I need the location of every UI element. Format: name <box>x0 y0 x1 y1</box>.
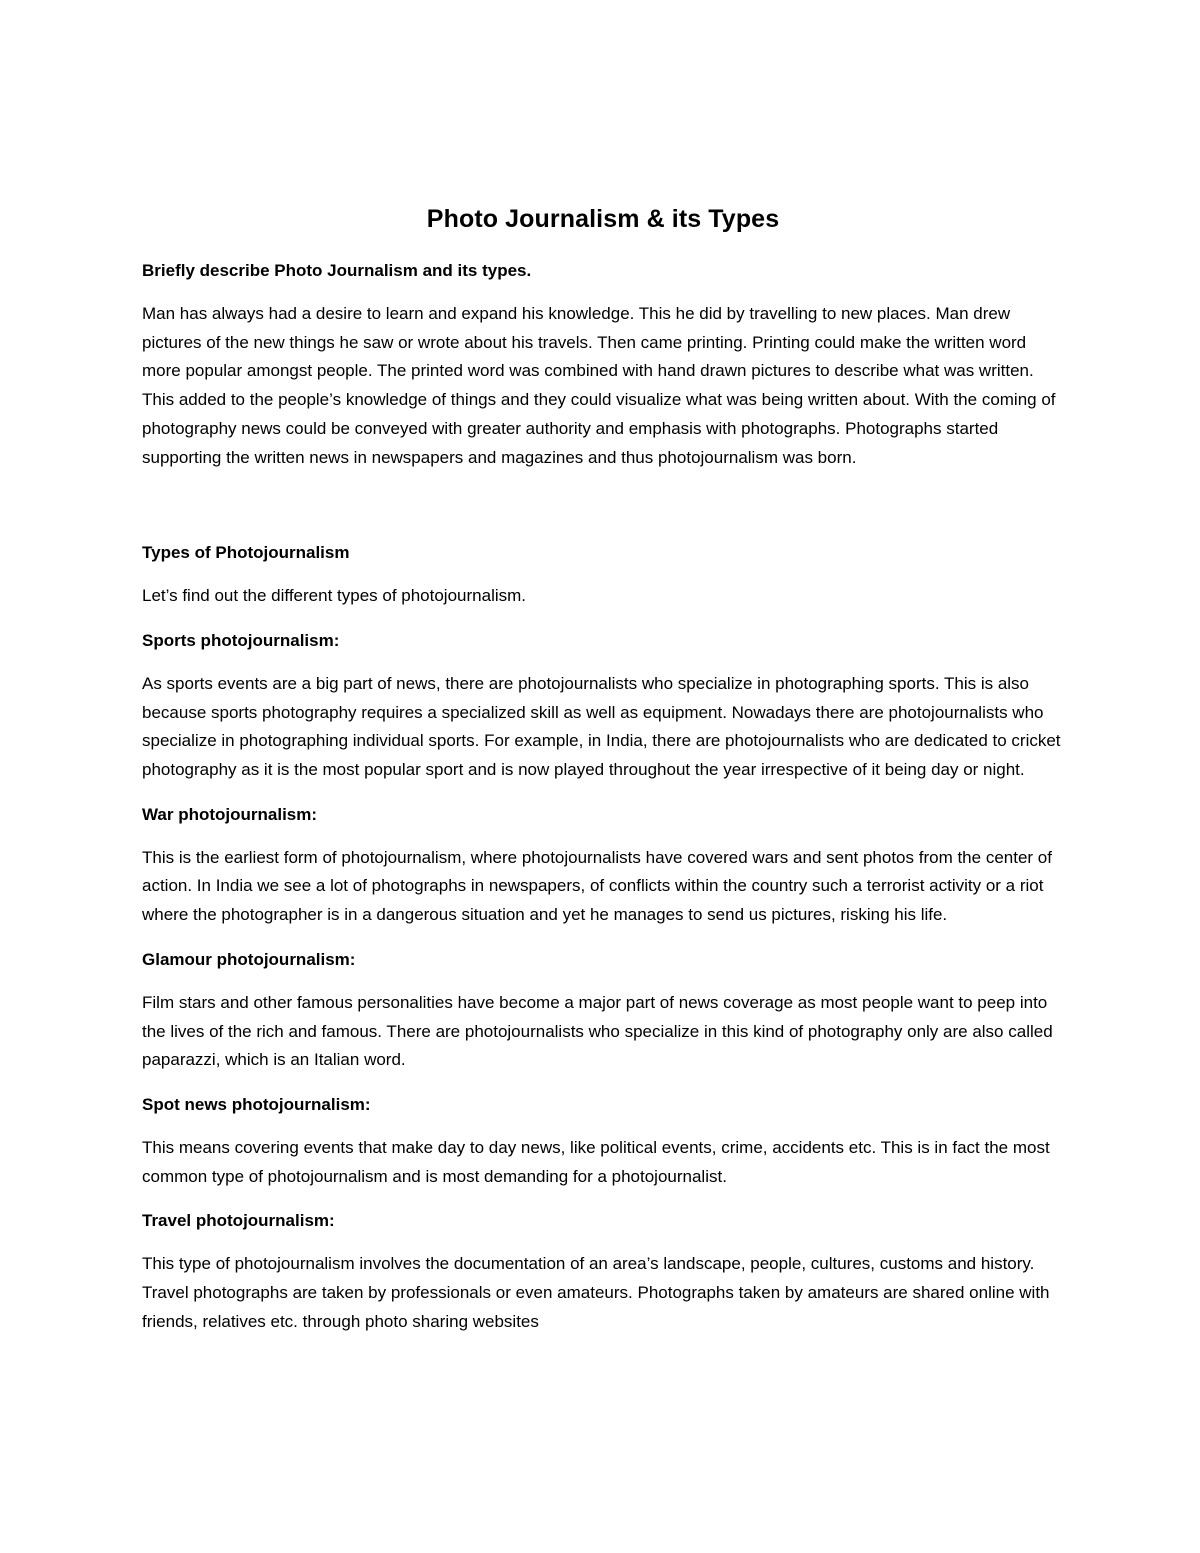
section-body-spot-news: This means covering events that make day to day news, like political events, crime, accidents etc. This is in fact the most common type of photojournalism and is most demanding for a photojournalist. <box>142 1137 1050 1186</box>
document-body <box>142 202 1064 1351</box>
types-intro-paragraph: Let’s find out the different types of photojournalism. <box>142 586 527 606</box>
section-heading-sports: Sports photojournalism: <box>142 630 340 650</box>
section-heading-glamour: Glamour photojournalism: <box>142 949 356 969</box>
section-body-war: This is the earliest form of photojournalism, where photojournalists have covered wars and sent photos from the center of action. In India we see a lot of photographs in newspapers, of conflicts within the country such a terrorist activity or a riot where the photographer is in a dangerous situation and yet he manages to send us pictures, risking his life. <box>142 847 1052 925</box>
section-body-sports: As sports events are a big part of news, there are photojournalists who specialize in photographing sports. This is also because sports photography requires a specialized skill as well as equipment. Nowadays there are photojournalists who specialize in photographing individual sports. For example, in India, there are photojournalists who are dedicated to cricket photography as it is the most popular sport and is now played throughout the year irrespective of it being day or night. <box>142 673 1061 780</box>
section-body-glamour: Film stars and other famous personalities have become a major part of news coverage as most people want to peep into the lives of the rich and famous. There are photojournalists who specialize in this kind of photography only are also called paparazzi, which is an Italian word. <box>142 992 1053 1070</box>
section-heading-war: War photojournalism: <box>142 804 318 824</box>
section-body-travel: This type of photojournalism involves the documentation of an area’s landscape, people, cultures, customs and history. Travel photographs are taken by professionals or even amateurs. Photographs taken by amateurs are shared online with friends, relatives etc. through photo sharing websites <box>142 1254 1050 1331</box>
question-heading: Briefly describe Photo Journalism and its types. <box>142 261 532 280</box>
intro-paragraph: Man has always had a desire to learn and expand his knowledge. This he did by travelling to new places. Man drew pictures of the new things he saw or wrote about his travels. Then came printing. Printing could make the written word more popular amongst people. The printed word was combined with hand drawn pictures to describe what was written. This added to the people’s knowledge of things and they could visualize what was being written about. With the coming of photography news could be conveyed with greater authority and emphasis with photographs. Photographs started supporting the written news in newspapers and magazines and thus photojournalism was born. <box>142 304 1056 467</box>
section-heading-spot-news: Spot news photojournalism: <box>142 1094 371 1114</box>
types-heading: Types of Photojournalism <box>142 543 350 563</box>
document-title: Photo Journalism & its Types <box>426 205 780 233</box>
section-heading-travel: Travel photojournalism: <box>142 1211 335 1231</box>
